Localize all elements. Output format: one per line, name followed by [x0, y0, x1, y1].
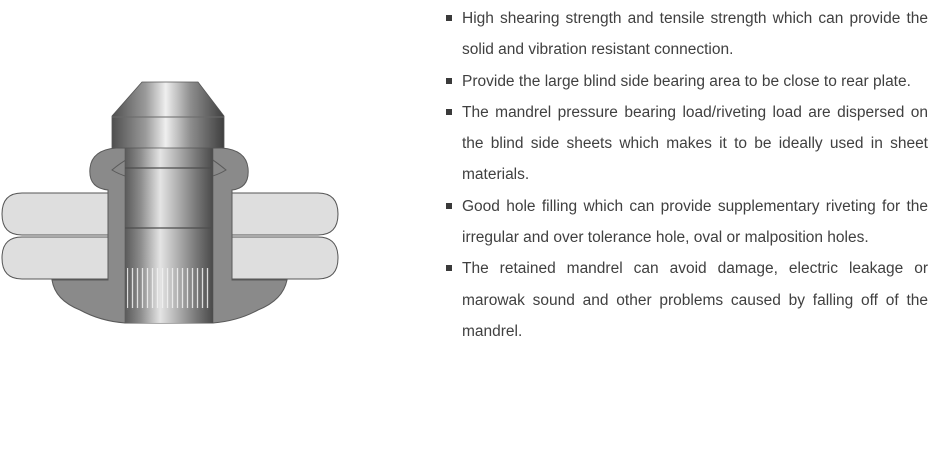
feature-text: The retained mandrel can avoid damage, electric leakage or marowak sound and other problems caused by falling off of the mandrel.	[462, 260, 928, 340]
rivet-cross-section-illustration	[0, 0, 420, 454]
feature-text: High shearing strength and tensile strength which can provide the solid and vibration resistant connection.	[462, 10, 928, 59]
mandrel-head	[112, 82, 224, 148]
rivet-diagram	[0, 0, 420, 454]
feature-item	[444, 253, 928, 347]
square-bullet-icon	[446, 109, 452, 115]
feature-text: The mandrel pressure bearing load/riveting load are dispersed on the blind side sheets which makes it to be ideally used in sheet materials.	[462, 103, 928, 184]
mandrel-knurl	[127, 268, 211, 310]
feature-list	[444, 3, 928, 347]
feature-text: Good hole filling which can provide supplementary riveting for the irregular and over tolerance hole, oval or malposition holes.	[462, 197, 928, 247]
feature-item	[444, 191, 928, 254]
feature-text: Provide the large blind side bearing area to be close to rear plate.	[462, 72, 911, 90]
square-bullet-icon	[446, 15, 452, 21]
square-bullet-icon	[446, 78, 452, 84]
feature-item	[444, 66, 928, 97]
feature-item	[444, 3, 928, 66]
feature-item	[444, 97, 928, 191]
square-bullet-icon	[446, 203, 452, 209]
square-bullet-icon	[446, 265, 452, 271]
